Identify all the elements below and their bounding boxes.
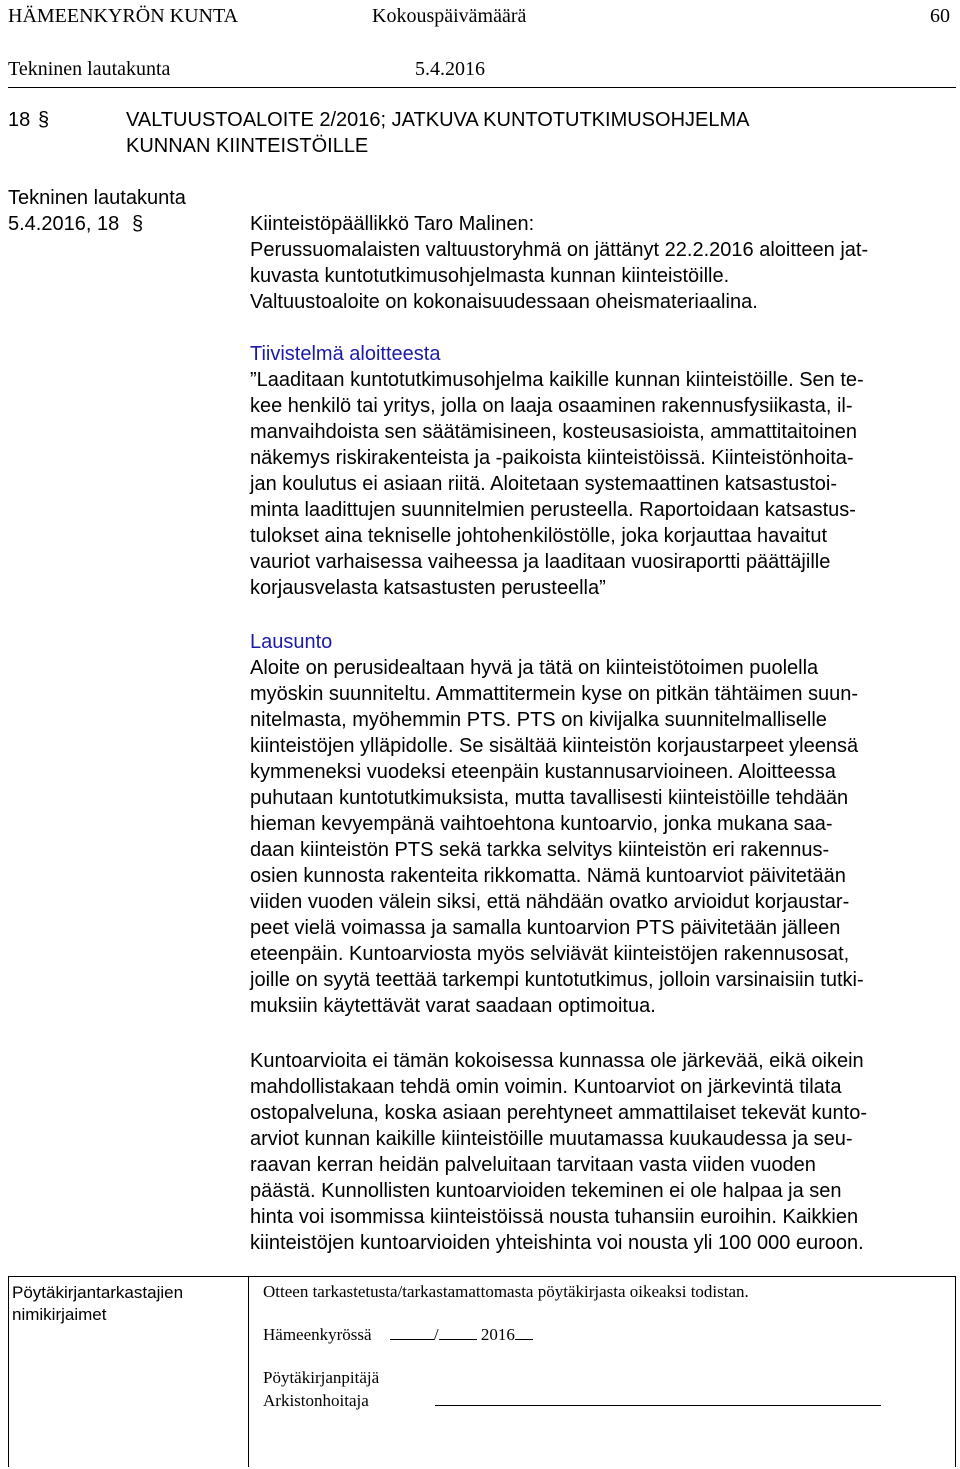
statement-line: puhutaan kuntotutkimuksista, mutta tavallisesti kiinteistöille tehdään	[250, 787, 849, 809]
statement-line: viiden vuoden välein siksi, että nähdään ovatko arvioidut korjaustar-	[250, 891, 850, 913]
meeting-date: 5.4.2016	[415, 58, 485, 80]
summary-line: ”Laaditaan kuntotutkimusohjelma kaikille kunnan kiinteistöille. Sen te-	[250, 369, 864, 391]
paragraph-line: hinta voi isommissa kiinteistöissä nousta tuhansiin euroihin. Kaikkien	[250, 1206, 859, 1228]
paragraph-line: arviot kunnan kaikille kiinteistöille muutamassa kuukaudessa ja seu-	[250, 1128, 853, 1150]
date-slash: /	[433, 1325, 439, 1344]
summary-line: tulokset aina tekniselle johtohenkilöstölle, joka korjauttaa havaitut	[250, 525, 828, 547]
paragraph3-block	[250, 1048, 950, 1256]
keeper-label: Pöytäkirjanpitäjä	[263, 1368, 380, 1387]
statement-line: kiinteistöjen ylläpidolle. Se sisältää kiinteistön korjaustarpeet yleensä	[250, 735, 859, 757]
year-blank	[515, 1323, 533, 1340]
archivist-label: Arkistonhoitaja	[263, 1391, 369, 1410]
committee-name: Tekninen lautakunta	[8, 58, 171, 80]
intro-line: kuvasta kuntotutkimusohjelmasta kunnan kiinteistöille.	[250, 265, 730, 287]
summary-line: korjausvelasta katsastusten perusteella”	[250, 577, 606, 599]
place-date-line	[263, 1323, 533, 1346]
statement-line: joille on syytä teettää tarkempi kuntotutkimus, jolloin varsinaisiin tutki-	[250, 969, 864, 991]
paragraph-line: Kuntoarvioita ei tämän kokoisessa kunnassa ole järkevää, eikä oikein	[250, 1050, 864, 1072]
section-number: 18	[8, 109, 31, 131]
year-text: 2016	[480, 1325, 515, 1344]
meta-symbol: §	[132, 213, 144, 235]
paragraph-line: kiinteistöjen kuntoarvioiden yhteishinta voi nousta yli 100 000 euroon.	[250, 1232, 864, 1254]
statement-line: peet vielä voimassa ja samalla kuntoarvion PTS päivitetään jälleen	[250, 917, 841, 939]
statement-block	[250, 629, 950, 1019]
certify-text: Otteen tarkastetusta/tarkastamattomasta pöytäkirjasta oikeaksi todistan.	[263, 1282, 749, 1301]
statement-line: osien kunnosta rakenteita rikkomatta. Nämä kuntoarviot päivitetään	[250, 865, 846, 887]
statement-line: nitelmasta, myöhemmin PTS. PTS on kivijalka suunnitelmalliselle	[250, 709, 827, 731]
org-name: HÄMEENKYRÖN KUNTA	[8, 5, 239, 27]
signature-blank	[435, 1389, 881, 1406]
paragraph-line: päästä. Kunnollisten kuntoarvioiden tekeminen ei ole halpaa ja sen	[250, 1180, 842, 1202]
certification-box	[248, 1276, 956, 1467]
summary-line: vauriot varhaisessa vaiheessa ja laaditaan vuosiraportti päättäjille	[250, 551, 831, 573]
summary-line: manvaihdoista sen säätämisineen, kosteusasioista, ammattitaitoinen	[250, 421, 857, 443]
statement-line: kymmeneksi vuodeksi eteenpäin kustannusarvioineen. Aloitteessa	[250, 761, 836, 783]
section-title	[126, 107, 750, 159]
place-name: Hämeenkyrössä	[263, 1325, 372, 1344]
header-divider	[8, 87, 956, 88]
intro-block	[250, 211, 950, 315]
date-label: Kokouspäivämäärä	[372, 5, 527, 27]
month-blank	[439, 1323, 477, 1340]
statement-line: Aloite on perusidealtaan hyvä ja tätä on kiinteistötoimen puolella	[250, 657, 819, 679]
summary-line: minta laadittujen suunnitelmien perusteella. Raportoidaan katsastus-	[250, 499, 856, 521]
intro-line: Kiinteistöpäällikkö Taro Malinen:	[250, 213, 535, 235]
summary-line: jan koulutus ei asiaan riitä. Aloitetaan systemaattinen katsastustoi-	[250, 473, 837, 495]
day-blank	[390, 1323, 434, 1340]
intro-line: Perussuomalaisten valtuustoryhmä on jättänyt 22.2.2016 aloitteen jat-	[250, 239, 869, 261]
statement-heading: Lausunto	[250, 631, 333, 653]
summary-line: kee henkilö tai yritys, jolla on laaja osaaminen rakennusfysiikasta, il-	[250, 395, 853, 417]
statement-line: daan kiinteistön PTS sekä tarkka selvitys kiinteistön eri rakennus-	[250, 839, 830, 861]
section-symbol: §	[38, 109, 50, 131]
page-footer	[8, 1276, 956, 1467]
statement-line: eteenpäin. Kuntoarviosta myös selviävät kiinteistöjen rakennusosat,	[250, 943, 850, 965]
summary-heading: Tiivistelmä aloitteesta	[250, 343, 441, 365]
meta-committee: Tekninen lautakunta	[8, 187, 186, 209]
initials-label-line1: Pöytäkirjantarkastajien	[12, 1283, 184, 1302]
section-title-line1: VALTUUSTOALOITE 2/2016; JATKUVA KUNTOTUTKIMUSOHJELMA	[126, 109, 750, 131]
statement-line: hieman kevyempänä vaihtoehtona kuntoarvio, jonka mukana saa-	[250, 813, 833, 835]
meta-ref: 5.4.2016, 18	[8, 213, 120, 235]
paragraph-line: ostopalveluna, koska asiaan perehtyneet ammattilaiset tekevät kunto-	[250, 1102, 868, 1124]
paragraph-line: raavan kerran heidän palveluitaan tarvitaan vasta viiden vuoden	[250, 1154, 816, 1176]
statement-line: myöskin suunniteltu. Ammattitermein kyse on pitkän tähtäimen suun-	[250, 683, 859, 705]
initials-label-line2: nimikirjaimet	[12, 1305, 107, 1324]
section-title-line2: KUNNAN KIINTEISTÖILLE	[126, 135, 369, 157]
initials-label	[8, 1276, 248, 1326]
page-number: 60	[930, 5, 950, 27]
paragraph-line: mahdollistakaan tehdä omin voimin. Kuntoarviot on järkevintä tilata	[250, 1076, 842, 1098]
statement-line: muksiin käytettävät varat saadaan optimoitua.	[250, 995, 656, 1017]
archivist-line	[263, 1389, 881, 1412]
summary-block	[250, 341, 950, 601]
intro-line: Valtuustoaloite on kokonaisuudessaan oheismateriaalina.	[250, 291, 758, 313]
summary-line: näkemys riskirakenteista ja -paikoista kiinteistöissä. Kiinteistönhoita-	[250, 447, 854, 469]
